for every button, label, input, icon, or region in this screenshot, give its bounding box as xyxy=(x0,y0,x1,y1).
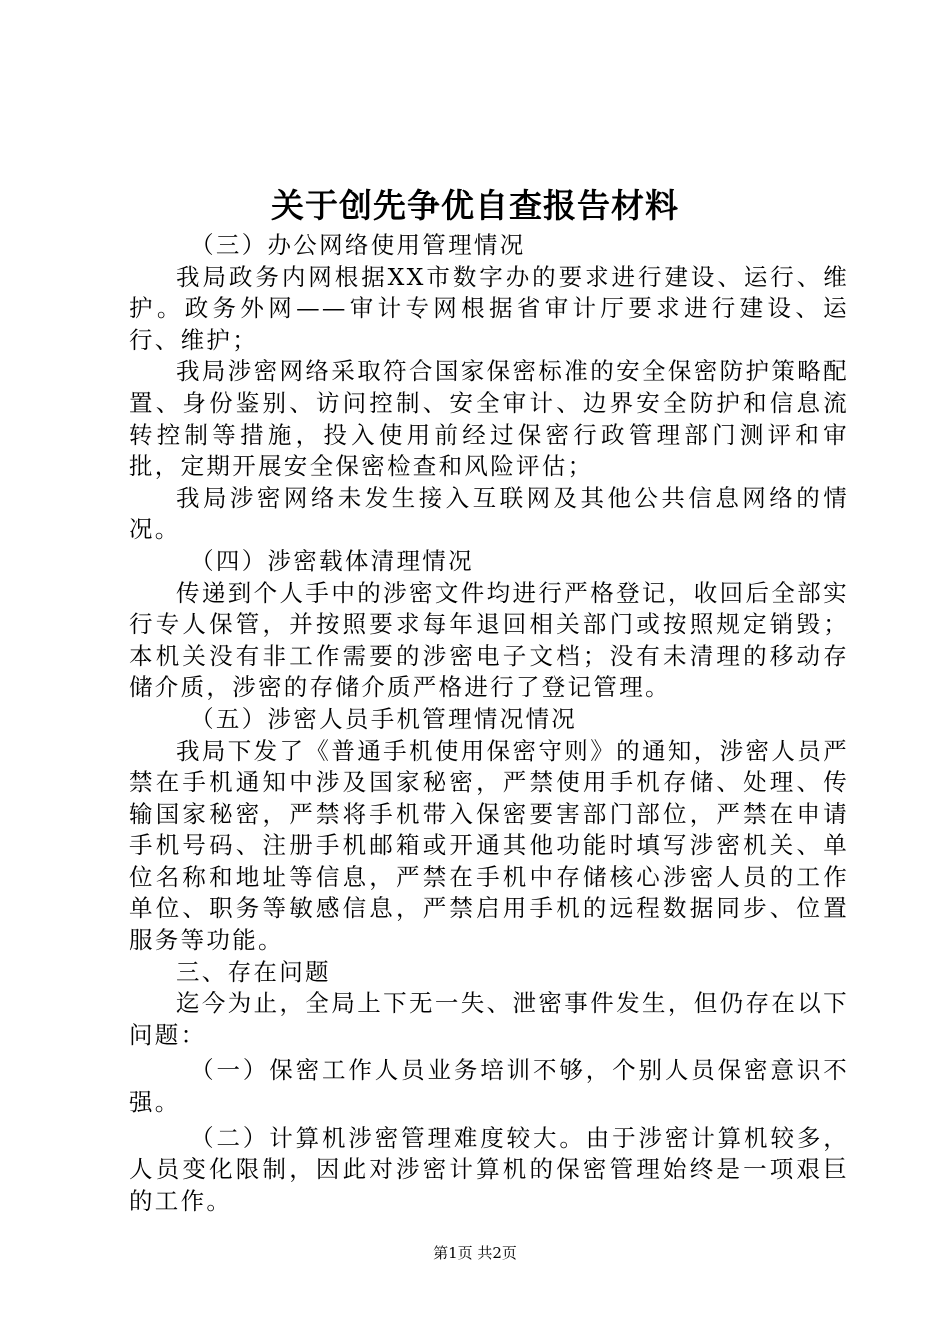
document-title: 关于创先争优自查报告材料 xyxy=(271,186,679,225)
section-heading-network: （三）办公网络使用管理情况 xyxy=(190,231,526,259)
page-number-footer: 第1页 共2页 xyxy=(433,1244,517,1262)
paragraph-problems-intro: 迄今为止，全局上下无一失、泄密事件发生，但仍存在以下问题： xyxy=(129,989,849,1049)
document-body xyxy=(129,230,849,1217)
section-heading-phone: （五）涉密人员手机管理情况情况 xyxy=(190,704,578,733)
paragraph-network-construction: 我局政务内网根据XX市数字办的要求进行建设、运行、维护。政务外网——审计专网根据省审计厅要求进行建设、运行、维护； xyxy=(129,262,849,354)
section-heading-problems: 三、存在问题 xyxy=(176,957,331,986)
section-heading-carrier: （四）涉密载体清理情况 xyxy=(190,546,474,575)
paragraph-secret-network-measures: 我局涉密网络采取符合国家保密标准的安全保密防护策略配置、身份鉴别、访问控制、安全审计、边界安全防护和信息流转控制等措施，投入使用前经过保密行政管理部门测评和审批，定期开展安全保密检查和风险评估； xyxy=(129,357,849,481)
paragraph-carrier-cleanup: 传递到个人手中的涉密文件均进行严格登记，收回后全部实行专人保管，并按照要求每年退回相关部门或按照规定销毁；本机关没有非工作需要的涉密电子文档；没有未清理的移动存储介质，涉密的存储介质严格进行了登记管理。 xyxy=(129,578,849,702)
paragraph-phone-management: 我局下发了《普通手机使用保密守则》的通知，涉密人员严禁在手机通知中涉及国家秘密，严禁使用手机存储、处理、传输国家秘密，严禁将手机带入保密要害部门部位，严禁在申请手机号码、注册手机邮箱或开通其他功能时填写涉密机关、单位名称和地址等信息，严禁在手机中存储核心涉密人员的工作单位、职务等敏感信息，严禁启用手机的远程数据同步、位置服务等功能。 xyxy=(129,736,849,955)
problem-item-computers: （二）计算机涉密管理难度较大。由于涉密计算机较多，人员变化限制，因此对涉密计算机的保密管理始终是一项艰巨的工作。 xyxy=(129,1123,849,1215)
paragraph-no-internet-connection: 我局涉密网络未发生接入互联网及其他公共信息网络的情况。 xyxy=(129,483,849,544)
problem-item-training: （一）保密工作人员业务培训不够，个别人员保密意识不强。 xyxy=(129,1056,849,1117)
